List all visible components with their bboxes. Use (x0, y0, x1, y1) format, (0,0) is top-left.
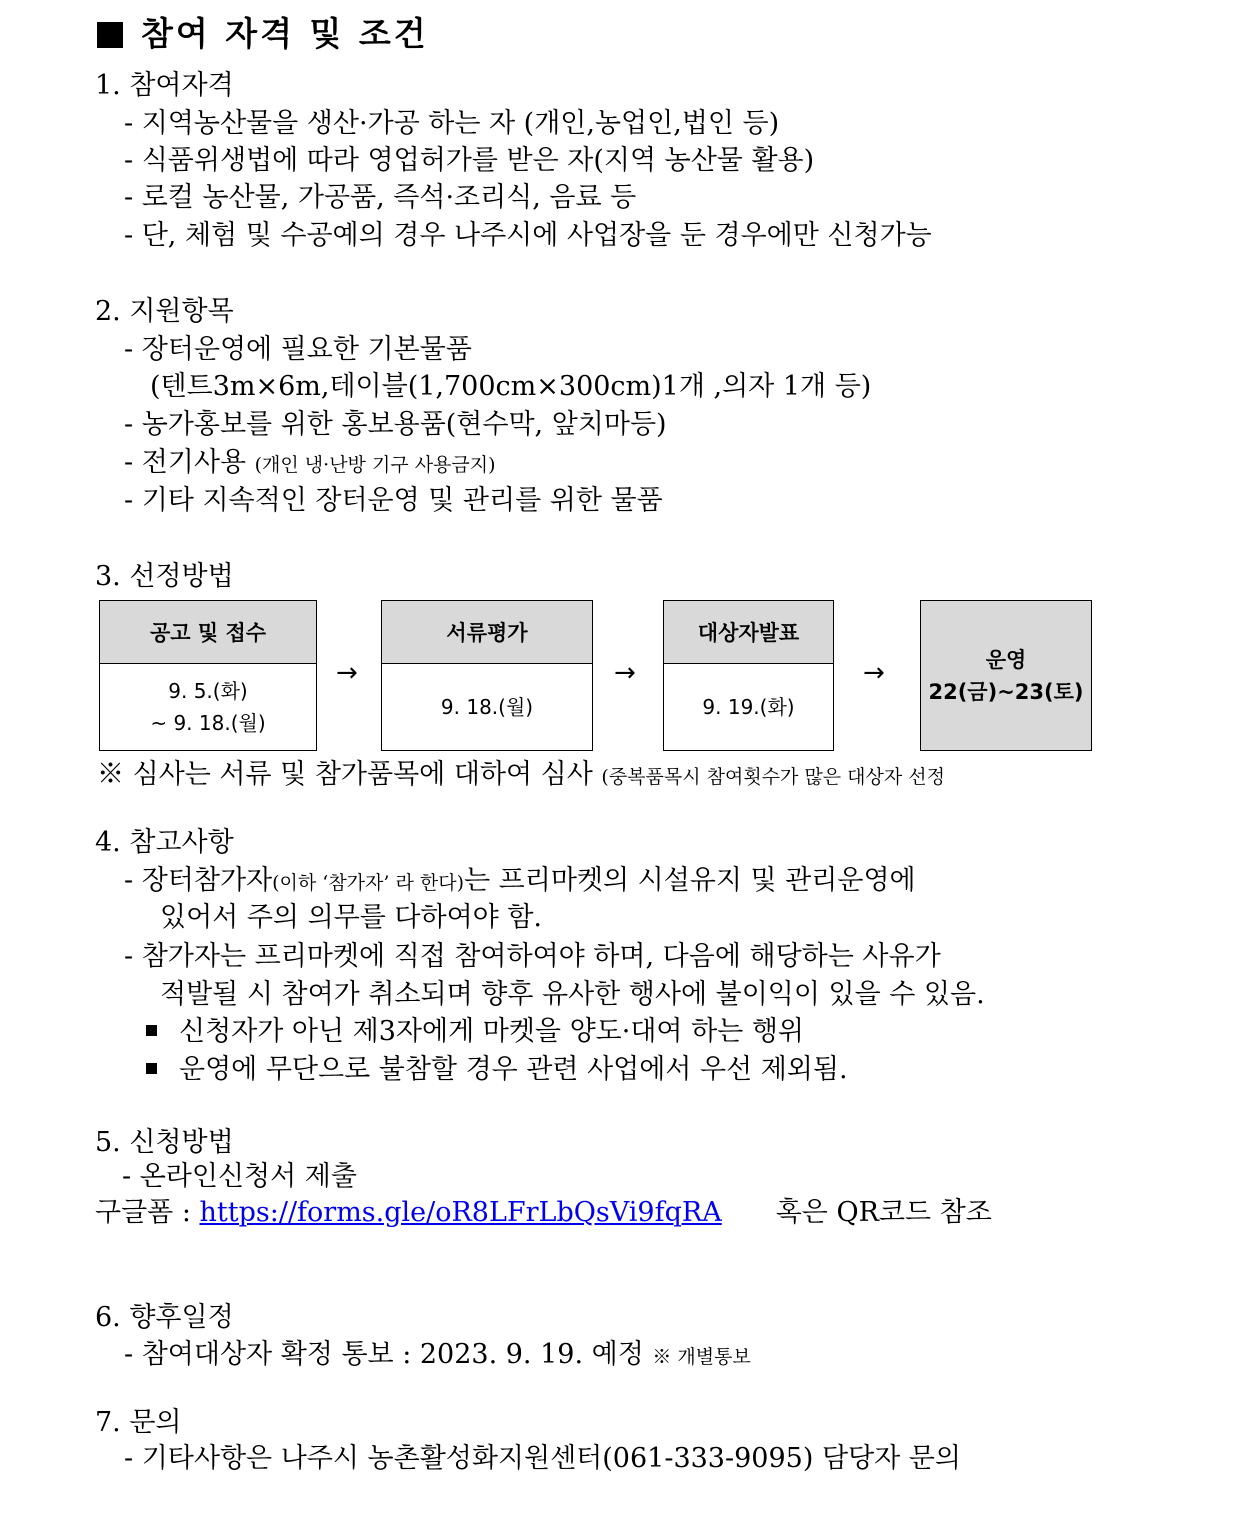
section-7-heading: 7. 문의 (95, 1407, 182, 1438)
square-bullet-icon (146, 1063, 157, 1074)
arrow-right-icon: → (336, 658, 358, 688)
section-2-item: - 농가홍보를 위한 홍보용품(현수막, 앞치마등) (124, 409, 667, 440)
section-1-heading: 1. 참여자격 (95, 70, 234, 101)
section-4-heading: 4. 참고사항 (95, 827, 234, 858)
step-date-line: 22(금)~23(토) (928, 679, 1084, 704)
section-4-item-text: 는 프리마켓의 시설유지 및 관리운영에 (463, 865, 916, 896)
section-4-item (124, 863, 916, 901)
qr-reference-text: 혹은 QR코드 참조 (775, 1197, 992, 1228)
page-title-text: 참여 자격 및 조건 (141, 14, 429, 53)
section-4-bullet-text: 운영에 무단으로 불참할 경우 관련 사업에서 우선 제외됨. (179, 1054, 848, 1085)
section-2-item (124, 445, 496, 483)
google-form-link[interactable]: https://forms.gle/oR8LFrLbQsVi9fqRA (199, 1197, 722, 1228)
section-1-item: - 지역농산물을 생산·가공 하는 자 (개인,농업인,법인 등) (124, 108, 780, 139)
section-4-item-small: (이하 ‘참가자’ 라 한다) (272, 872, 464, 894)
section-1-item: - 로컬 농산물, 가공품, 즉석·조리식, 음료 등 (124, 182, 637, 213)
selection-note (97, 757, 945, 795)
step-box-operation (920, 600, 1092, 751)
square-bullet-icon (146, 1025, 157, 1036)
page-title (97, 16, 429, 52)
step-box-document-review (381, 600, 593, 751)
section-2-item: - 기타 지속적인 장터운영 및 관리를 위한 물품 (124, 485, 663, 516)
section-6-heading: 6. 향후일정 (95, 1302, 234, 1333)
step-date (382, 664, 592, 750)
google-form-line (95, 1195, 992, 1231)
black-square-icon (97, 22, 123, 48)
section-4-item-cont: 있어서 주의 의무를 다하여야 함. (160, 902, 542, 933)
section-3-heading: 3. 선정방법 (95, 561, 234, 592)
arrow-right-icon: → (614, 658, 636, 688)
section-1-item: - 식품위생법에 따라 영업허가를 받은 자(지역 농산물 활용) (124, 145, 815, 176)
section-2-item: - 장터운영에 필요한 기본물품 (124, 334, 472, 365)
section-6-item (124, 1337, 751, 1375)
step-date-line: 9. 5.(화) (168, 679, 248, 703)
step-date (100, 664, 316, 750)
section-1-item: - 단, 체험 및 수공예의 경우 나주시에 사업장을 둔 경우에만 신청가능 (124, 220, 932, 251)
section-4-item: - 참가자는 프리마켓에 직접 참여하여야 하며, 다음에 해당하는 사유가 (124, 941, 941, 972)
section-2-item-note: (개인 냉·난방 기구 사용금지) (254, 454, 496, 476)
step-date (664, 664, 833, 750)
section-4-bullet (146, 1052, 848, 1088)
step-date-line: 9. 19.(화) (702, 695, 795, 719)
section-7-item: - 기타사항은 나주시 농촌활성화지원센터(061-333-9095) 담당자 문의 (124, 1443, 961, 1474)
selection-note-small: (중복품목시 참여횟수가 많은 대상자 선정 (601, 766, 945, 788)
section-2-item-text: - 전기사용 (124, 447, 247, 478)
section-4-bullet (146, 1014, 804, 1050)
step-title: 공고 및 접수 (100, 601, 316, 664)
section-2-item-sub: (텐트3m×6m,테이블(1,700cm×300cm)1개 ,의자 1개 등) (150, 371, 872, 402)
section-2-heading: 2. 지원항목 (95, 296, 234, 327)
section-6-item-text: - 참여대상자 확정 통보 : 2023. 9. 19. 예정 (124, 1339, 644, 1370)
section-5-item: - 온라인신청서 제출 (122, 1161, 357, 1192)
step-title: 서류평가 (382, 601, 592, 664)
section-4-item-text: - 장터참가자 (124, 865, 273, 896)
section-4-item-cont: 적발될 시 참여가 취소되며 향후 유사한 행사에 불이익이 있을 수 있음. (160, 979, 985, 1010)
arrow-right-icon: → (863, 658, 885, 688)
section-4-bullet-text: 신청자가 아닌 제3자에게 마켓을 양도·대여 하는 행위 (179, 1016, 804, 1047)
step-title: 대상자발표 (664, 601, 833, 664)
step-title: 운영 (985, 647, 1027, 672)
selection-note-text: ※ 심사는 서류 및 참가품목에 대하여 심사 (97, 759, 593, 790)
step-date-line: 9. 18.(월) (440, 695, 534, 719)
section-6-item-note: ※ 개별통보 (652, 1346, 751, 1368)
section-5-heading: 5. 신청방법 (95, 1127, 234, 1158)
step-box-announcement (99, 600, 317, 751)
step-box-announcement-of-participants (663, 600, 834, 751)
step-date-line: ~ 9. 18.(월) (150, 711, 266, 735)
google-form-label: 구글폼 : (95, 1197, 200, 1228)
